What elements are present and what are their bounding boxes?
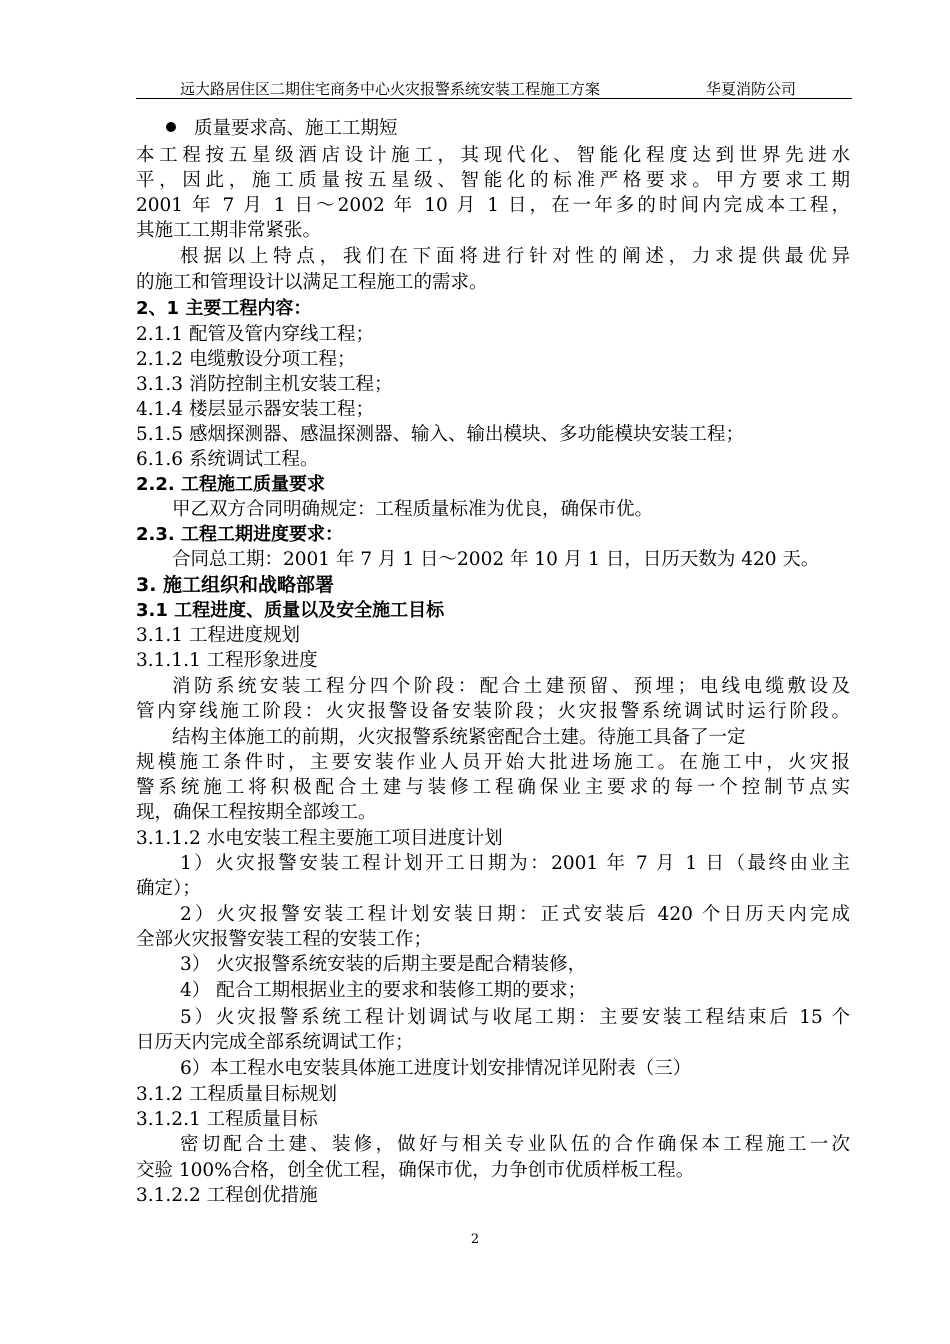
page-header bbox=[136, 78, 852, 99]
list-item: 4.1.4 楼层显示器安装工程； bbox=[136, 399, 374, 420]
section-heading: 2.3. 工程工期进度要求： bbox=[136, 524, 343, 545]
text-line: 3） 火灾报警系统安装的后期主要是配合精装修， bbox=[180, 954, 587, 975]
subsection-heading: 3.1.1.1 工程形象进度 bbox=[136, 650, 318, 671]
text-line: 管内穿线施工阶段：火灾报警设备安装阶段；火灾报警系统调试时运行阶段。 bbox=[136, 701, 850, 722]
page-number: 2 bbox=[470, 1232, 480, 1247]
section-heading: 3.1 工程进度、质量以及安全施工目标 bbox=[136, 600, 445, 621]
text-line: 交验 100%合格，创全优工程，确保市优，力争创市优质样板工程。 bbox=[136, 1160, 695, 1181]
list-item: 6.1.6 系统调试工程。 bbox=[136, 449, 319, 470]
text-line: 全部火灾报警安装工程的安装工作； bbox=[136, 929, 433, 950]
text-line: 合同总工期：2001 年 7 月 1 日～2002 年 10 月 1 日，日历天数为 420 天。 bbox=[172, 549, 820, 570]
bullet-line: 质量要求高、施工工期短 bbox=[166, 116, 398, 142]
text-line: 2）火灾报警安装工程计划安装日期：正式安装后 420 个日历天内完成 bbox=[180, 904, 850, 925]
subsection-heading: 3.1.2.1 工程质量目标 bbox=[136, 1109, 318, 1130]
text-line: 规模施工条件时，主要安装作业人员开始大批进场施工。在施工中，火灾报 bbox=[136, 752, 850, 773]
text-line: 其施工工期非常紧张。 bbox=[136, 220, 322, 241]
list-item: 2.1.2 电缆敷设分项工程； bbox=[136, 349, 356, 370]
text-line: 甲乙双方合同明确规定：工程质量标准为优良，确保市优。 bbox=[172, 499, 654, 520]
subsection-heading: 3.1.1.2 水电安装工程主要施工项目进度计划 bbox=[136, 828, 503, 849]
text-line: 4） 配合工期根据业主的要求和装修工期的要求； bbox=[180, 980, 587, 1001]
list-item: 5.1.5 感烟探测器、感温探测器、输入、输出模块、多功能模块安装工程； bbox=[136, 424, 744, 445]
text-line: 根据以上特点，我们在下面将进行针对性的阐述，力求提供最优异 bbox=[180, 246, 850, 267]
text-line: 警系统施工将积极配合土建与装修工程确保业主要求的每一个控制节点实 bbox=[136, 777, 850, 798]
text-line: 结构主体施工的前期，火灾报警系统紧密配合土建。待施工具备了一定 bbox=[172, 727, 746, 748]
bullet-icon bbox=[166, 122, 176, 132]
text-line: 日历天内完成全部系统调试工作； bbox=[136, 1032, 414, 1053]
subsection-heading: 3.1.2 工程质量目标规划 bbox=[136, 1084, 337, 1105]
chapter-heading: 3. 施工组织和战略部署 bbox=[136, 574, 335, 596]
text-line: 2001 年 7 月 1 日～2002 年 10 月 1 日，在一年多的时间内完成本工程， bbox=[136, 195, 850, 216]
text-line: 本工程按五星级酒店设计施工，其现代化、智能化程度达到世界先进水 bbox=[136, 145, 850, 166]
text-line: 6）本工程水电安装具体施工进度计划安排情况详见附表（三） bbox=[180, 1058, 692, 1079]
list-item: 2.1.1 配管及管内穿线工程； bbox=[136, 324, 374, 345]
text-line: 确定）； bbox=[136, 878, 201, 899]
text-line: 平，因此，施工质量按五星级、智能化的标准严格要求。甲方要求工期 bbox=[136, 170, 850, 191]
section-heading: 2、1 主要工程内容： bbox=[136, 298, 312, 319]
text-line: 1）火灾报警安装工程计划开工日期为：2001 年 7 月 1 日（最终由业主 bbox=[180, 853, 850, 874]
text-line: 现，确保工程按期全部竣工。 bbox=[136, 802, 377, 823]
text-line: 消防系统安装工程分四个阶段：配合土建预留、预埋；电线电缆敷设及 bbox=[172, 676, 850, 697]
text-line: 的施工和管理设计以满足工程施工的需求。 bbox=[136, 272, 488, 293]
section-heading: 2.2. 工程施工质量要求 bbox=[136, 474, 325, 495]
text-line: 密切配合土建、装修，做好与相关专业队伍的合作确保本工程施工一次 bbox=[180, 1134, 850, 1155]
company-name: 华夏消防公司 bbox=[706, 80, 797, 98]
document-title: 远大路居住区二期住宅商务中心火灾报警系统安装工程施工方案 bbox=[180, 80, 601, 98]
text-line: 5）火灾报警系统工程计划调试与收尾工期：主要安装工程结束后 15 个 bbox=[180, 1007, 850, 1028]
subsection-heading: 3.1.2.2 工程创优措施 bbox=[136, 1185, 318, 1206]
subsection-heading: 3.1.1 工程进度规划 bbox=[136, 625, 300, 646]
list-item: 3.1.3 消防控制主机安装工程； bbox=[136, 374, 393, 395]
